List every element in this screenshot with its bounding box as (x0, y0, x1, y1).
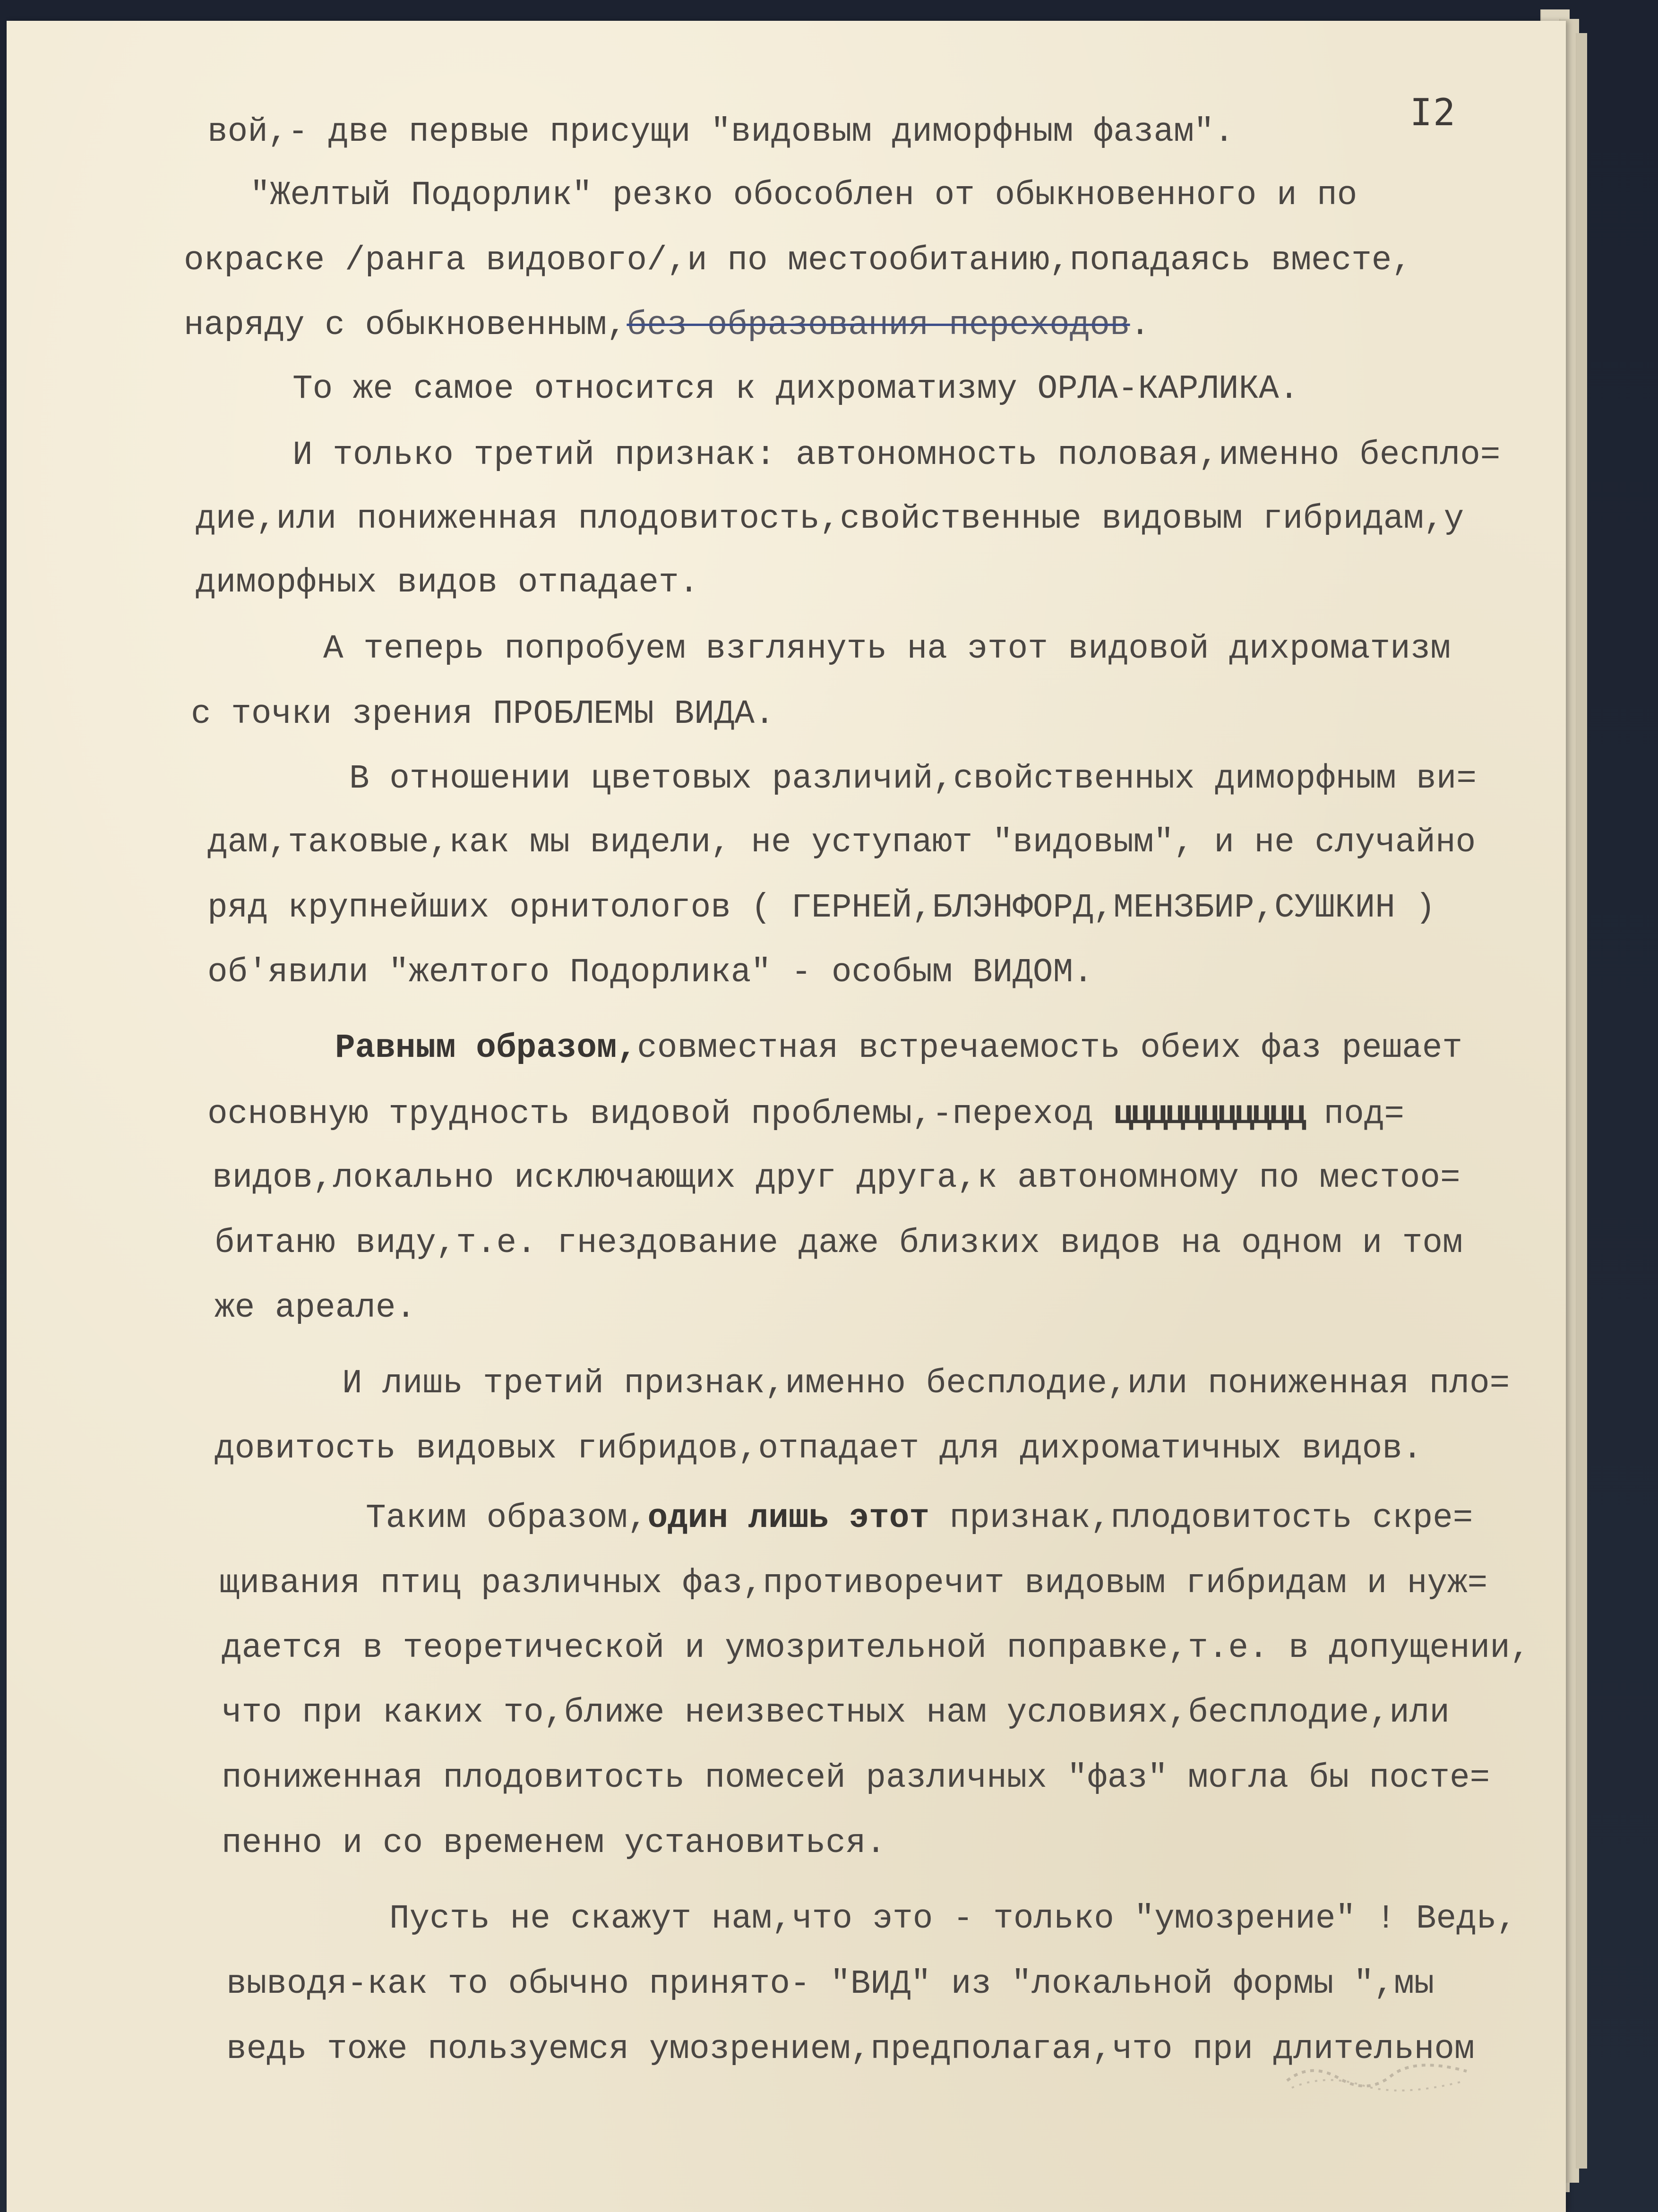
text-line: диморфных видов отпадает. (196, 564, 699, 602)
text-line: дие,или пониженная плодовитость,свойственные видовым гибридам,у (196, 500, 1464, 538)
text-line: щивания птиц различных фаз,противоречит видовым гибридам и нуж= (219, 1565, 1488, 1603)
text-line: наряду с обыкновенным,без образования переходов. (184, 307, 1151, 344)
text-line: видов,локально исключающих друг друга,к автономному по местоо= (212, 1159, 1460, 1197)
page-stack-edge (1576, 33, 1587, 2169)
text-line: пенно и со временем установиться. (222, 1825, 886, 1862)
typewritten-page (7, 21, 1566, 2212)
text-line: А теперь попробуем взглянуть на этот видовой дихроматизм (323, 630, 1451, 668)
text-line: Таким образом,один лишь этот признак,плодовитость скре= (366, 1500, 1473, 1537)
text-line: об'явили "желтого Подорлика" - особым ВИДОМ. (207, 954, 1093, 992)
text-line: "Желтый Подорлик" резко обособлен от обыкновенного и по (250, 177, 1357, 214)
text-line: довитость видовых гибридов,отпадает для дихроматичных видов. (215, 1430, 1423, 1468)
text-line: основную трудность видовой проблемы,-переход ццццццццццц под= (207, 1096, 1405, 1133)
text-line: Пусть не скажут нам,что это - только "умозрение" ! Ведь, (389, 1900, 1517, 1938)
page-body (7, 21, 1566, 2212)
text-line: пониженная плодовитость помесей различных "фаз" могла бы посте= (222, 1759, 1490, 1797)
struck-out-text: без образования переходов (627, 307, 1130, 344)
text-line: ряд крупнейших орнитологов ( ГЕРНЕЙ,БЛЭНФОРД,МЕНЗБИР,СУШКИН ) (207, 889, 1436, 927)
text-line: дам,таковые,как мы видели, не уступают "видовым", и не случайно (207, 824, 1476, 862)
overtyped-text: ццццццццццц (1113, 1096, 1304, 1133)
text-line: вой,- две первые присущи "видовым диморфным фазам". (207, 113, 1234, 151)
text-line: В отношении цветовых различий,свойственных диморфным ви= (349, 760, 1477, 798)
text-line: дается в теоретической и умозрительной поправке,т.е. в допущении, (222, 1629, 1530, 1667)
text-line: ведь тоже пользуемся умозрением,предполагая,что при длительном (226, 2031, 1475, 2068)
page-number: I2 (1410, 92, 1456, 134)
text-line: окраске /ранга видового/,и по местообитанию,попадаясь вместе, (184, 242, 1412, 280)
text-line: с точки зрения ПРОБЛЕМЫ ВИДА. (191, 695, 775, 733)
text-line: выводя-как то обычно принято- "ВИД" из "локальной формы ",мы (226, 1965, 1435, 2003)
text-line: И только третий признак: автономность половая,именно бесплo= (292, 437, 1501, 474)
text-line: И лишь третий признак,именно бесплодие,или пониженная пло= (342, 1365, 1510, 1403)
text-line: То же самое относится к дихроматизму ОРЛА-КАРЛИКА. (292, 370, 1299, 408)
text-line: Равным образом,совместная встречаемость обеих фаз решает (335, 1029, 1462, 1067)
text-line: что при каких то,ближе неизвестных нам условиях,бесплодие,или (222, 1694, 1450, 1732)
faint-stamp-mark (1282, 2052, 1471, 2095)
text-line: битаню виду,т.е. гнездование даже близких видов на одном и том (215, 1225, 1463, 1262)
text-line: же ареале. (215, 1289, 416, 1327)
